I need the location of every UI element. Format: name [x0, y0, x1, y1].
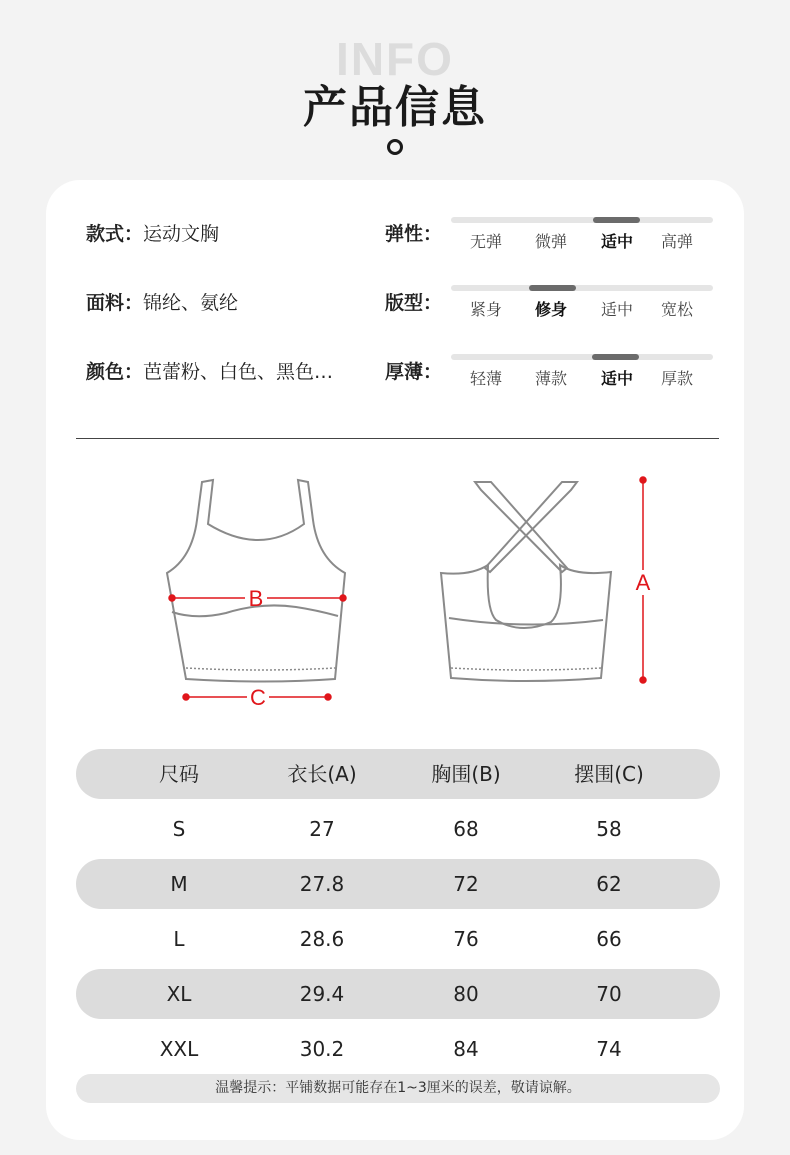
front-outline: [167, 480, 345, 682]
scale-option: 薄款: [534, 369, 567, 388]
cell-bust: 76: [453, 927, 479, 951]
front-hem-stitch: [186, 668, 335, 670]
header-length: 衣长(A): [287, 762, 357, 786]
measure-c-label: C: [250, 685, 266, 710]
attr-color-value: 芭蕾粉、白色、黑色…: [143, 361, 334, 383]
measure-a-dot-bottom: [640, 677, 646, 683]
measure-c-dot-right: [325, 694, 331, 700]
scale-elasticity-indicator: [593, 217, 640, 223]
cell-hem: 58: [596, 817, 622, 841]
scale-fit-track: [451, 285, 713, 291]
measure-a-label: A: [635, 570, 651, 595]
scale-fit-indicator: [529, 285, 576, 291]
measurement-diagram: [46, 450, 744, 710]
section-divider: [76, 438, 719, 439]
cell-bust: 80: [453, 982, 479, 1006]
cell-hem: 62: [596, 872, 622, 896]
table-row: [76, 914, 720, 964]
cell-length: 29.4: [299, 982, 345, 1006]
header-size: 尺码: [159, 762, 199, 786]
size-table: [76, 749, 720, 1079]
scale-thickness-label: 厚薄：: [385, 361, 443, 383]
cell-size: XXL: [159, 1037, 199, 1061]
scale-option: 紧身: [469, 300, 502, 319]
back-outline: [441, 565, 611, 681]
page-header: [0, 0, 790, 180]
cell-size: L: [173, 927, 185, 951]
measure-c-dot-left: [183, 694, 189, 700]
scale-elasticity-track: [451, 217, 713, 223]
cell-bust: 72: [453, 872, 479, 896]
cell-size: XL: [166, 982, 192, 1006]
cell-size: M: [170, 872, 188, 896]
attr-fabric-value: 锦纶、氨纶: [143, 292, 239, 314]
scale-fit-options: [451, 298, 713, 322]
header-hem: 摆围(C): [574, 762, 644, 786]
scale-option-selected: 修身: [534, 300, 567, 319]
measure-a-dot-top: [640, 477, 646, 483]
scale-option-selected: 适中: [600, 232, 633, 251]
table-row: [76, 859, 720, 909]
cell-length: 30.2: [299, 1037, 345, 1061]
attr-style-key: 款式：: [86, 223, 144, 245]
scale-thickness-indicator: [592, 354, 639, 360]
scale-elasticity-options: [451, 230, 713, 254]
table-header-row: [76, 749, 720, 799]
measure-b-dot-right: [340, 595, 346, 601]
info-watermark: INFO: [336, 33, 454, 85]
cell-length: 27: [309, 817, 335, 841]
measure-b-label: B: [248, 586, 264, 611]
page-title: 产品信息: [303, 82, 487, 133]
attr-fabric: [86, 288, 238, 318]
scale-thickness-options: [451, 367, 713, 391]
scale-option: 高弹: [660, 232, 693, 251]
cell-bust: 68: [453, 817, 479, 841]
scale-fit-label: 版型：: [385, 292, 443, 314]
cell-hem: 70: [596, 982, 622, 1006]
scale-thickness-track: [451, 354, 713, 360]
scale-option: 厚款: [660, 369, 693, 388]
title-dot-decoration: [387, 139, 403, 155]
attr-fabric-key: 面料：: [86, 292, 144, 314]
table-row: [76, 804, 720, 854]
cell-bust: 84: [453, 1037, 479, 1061]
cell-hem: 66: [596, 927, 622, 951]
attr-style: [86, 219, 219, 249]
scale-option: 微弹: [534, 232, 567, 251]
front-view-garment: [167, 480, 345, 682]
cell-size: S: [172, 817, 186, 841]
cell-length: 27.8: [299, 872, 345, 896]
table-row: [76, 969, 720, 1019]
scale-option-selected: 适中: [600, 369, 633, 388]
back-hem-stitch: [451, 668, 601, 670]
scale-option: 无弹: [469, 232, 502, 251]
scale-option: 轻薄: [469, 369, 502, 388]
scale-option: 适中: [600, 300, 633, 319]
back-band-line: [449, 618, 603, 625]
attr-style-value: 运动文胸: [143, 223, 220, 245]
table-row: [76, 1024, 720, 1074]
attr-color: [86, 357, 333, 387]
back-view-garment: [441, 482, 611, 681]
product-info-card: [46, 180, 744, 1140]
measurement-note: 温馨提示：平铺数据可能存在1~3厘米的误差，敬请谅解。: [76, 1074, 720, 1103]
cell-hem: 74: [596, 1037, 622, 1061]
measure-b-dot-left: [169, 595, 175, 601]
scale-option: 宽松: [660, 300, 693, 319]
scale-elasticity-label: 弹性：: [385, 223, 443, 245]
cell-length: 28.6: [299, 927, 345, 951]
attr-color-key: 颜色：: [86, 361, 144, 383]
header-bust: 胸围(B): [431, 762, 501, 786]
